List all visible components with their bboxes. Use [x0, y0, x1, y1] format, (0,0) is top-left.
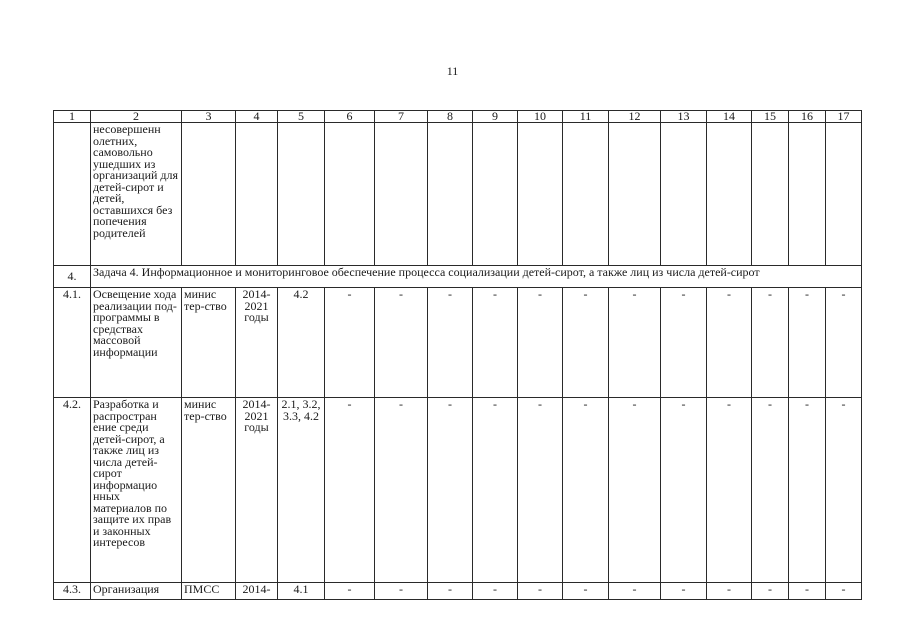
indicator: 4.2 [278, 288, 325, 398]
table-cell [518, 123, 563, 266]
value-cell: - [325, 583, 375, 600]
table-cell [54, 123, 91, 266]
header-cell: 12 [609, 111, 661, 123]
table-cell [325, 123, 375, 266]
table-cell [473, 123, 518, 266]
row-number: 4.3. [54, 583, 91, 600]
value-cell: - [609, 398, 661, 583]
table-cell [609, 123, 661, 266]
table-cell [789, 123, 826, 266]
value-cell: - [661, 398, 707, 583]
value-cell: - [789, 288, 826, 398]
value-cell: - [473, 288, 518, 398]
value-cell: - [428, 583, 473, 600]
value-cell: - [707, 398, 752, 583]
row-number: 4.2. [54, 398, 91, 583]
value-cell: - [473, 398, 518, 583]
header-cell: 6 [325, 111, 375, 123]
value-cell: - [707, 288, 752, 398]
page-number: 11 [446, 64, 459, 78]
value-cell: - [789, 583, 826, 600]
value-cell: - [518, 583, 563, 600]
value-cell: - [325, 288, 375, 398]
value-cell: - [428, 398, 473, 583]
header-cell: 4 [236, 111, 278, 123]
value-cell: - [826, 288, 862, 398]
table-row [54, 398, 862, 583]
period: 2014- [236, 583, 278, 600]
table-cell [563, 123, 609, 266]
value-cell: - [375, 398, 428, 583]
value-cell: - [325, 398, 375, 583]
header-cell: 8 [428, 111, 473, 123]
executor: минис тер-ство [182, 288, 236, 398]
program-table [53, 110, 862, 600]
value-cell: - [375, 583, 428, 600]
period: 2014-2021 годы [236, 288, 278, 398]
value-cell: - [609, 583, 661, 600]
table-cell [707, 123, 752, 266]
indicator: 2.1, 3.2, 3.3, 4.2 [278, 398, 325, 583]
table-row [54, 583, 862, 600]
value-cell: - [752, 398, 789, 583]
row-number: 4.1. [54, 288, 91, 398]
task-number: 4. [54, 266, 91, 288]
header-cell: 9 [473, 111, 518, 123]
header-cell: 13 [661, 111, 707, 123]
value-cell: - [609, 288, 661, 398]
table-cell [752, 123, 789, 266]
value-cell: - [789, 398, 826, 583]
value-cell: - [518, 398, 563, 583]
value-cell: - [428, 288, 473, 398]
value-cell: - [826, 398, 862, 583]
header-cell: 10 [518, 111, 563, 123]
value-cell: - [752, 288, 789, 398]
executor: ПМСС [182, 583, 236, 600]
indicator: 4.1 [278, 583, 325, 600]
header-cell: 3 [182, 111, 236, 123]
activity-name: Разработка и распростран ение среди детей-сирот, а также лиц из числа детей-сирот информацио нных материалов по защите их прав и законных интересов [91, 398, 182, 583]
value-cell: - [563, 583, 609, 600]
header-cell: 2 [91, 111, 182, 123]
activity-name-continued: несовершенн олетних, самовольно ушедших из организаций для детей-сирот и детей, оставшихся без попечения родителей [91, 123, 182, 266]
header-cell: 1 [54, 111, 91, 123]
activity-name: Организация [91, 583, 182, 600]
value-cell: - [826, 583, 862, 600]
activity-name: Освещение хода реализации под-программы в средствах массовой информации [91, 288, 182, 398]
header-row [54, 111, 862, 123]
table-row [54, 288, 862, 398]
value-cell: - [661, 288, 707, 398]
executor: минис тер-ство [182, 398, 236, 583]
value-cell: - [563, 288, 609, 398]
value-cell: - [473, 583, 518, 600]
value-cell: - [752, 583, 789, 600]
value-cell: - [518, 288, 563, 398]
header-cell: 15 [752, 111, 789, 123]
table-row-continuation [54, 123, 862, 266]
header-cell: 11 [563, 111, 609, 123]
table-cell [661, 123, 707, 266]
header-cell: 5 [278, 111, 325, 123]
header-cell: 16 [789, 111, 826, 123]
value-cell: - [563, 398, 609, 583]
task-title: Задача 4. Информационное и мониторинговое обеспечение процесса социализации детей-сирот, а также лиц из числа детей-сирот [91, 266, 862, 288]
table-cell [236, 123, 278, 266]
period: 2014-2021 годы [236, 398, 278, 583]
value-cell: - [375, 288, 428, 398]
header-cell: 14 [707, 111, 752, 123]
value-cell: - [661, 583, 707, 600]
task-row [54, 266, 862, 288]
table-cell [278, 123, 325, 266]
table-cell [826, 123, 862, 266]
value-cell: - [707, 583, 752, 600]
table-cell [182, 123, 236, 266]
header-cell: 17 [826, 111, 862, 123]
header-cell: 7 [375, 111, 428, 123]
table-cell [375, 123, 428, 266]
table-cell [428, 123, 473, 266]
